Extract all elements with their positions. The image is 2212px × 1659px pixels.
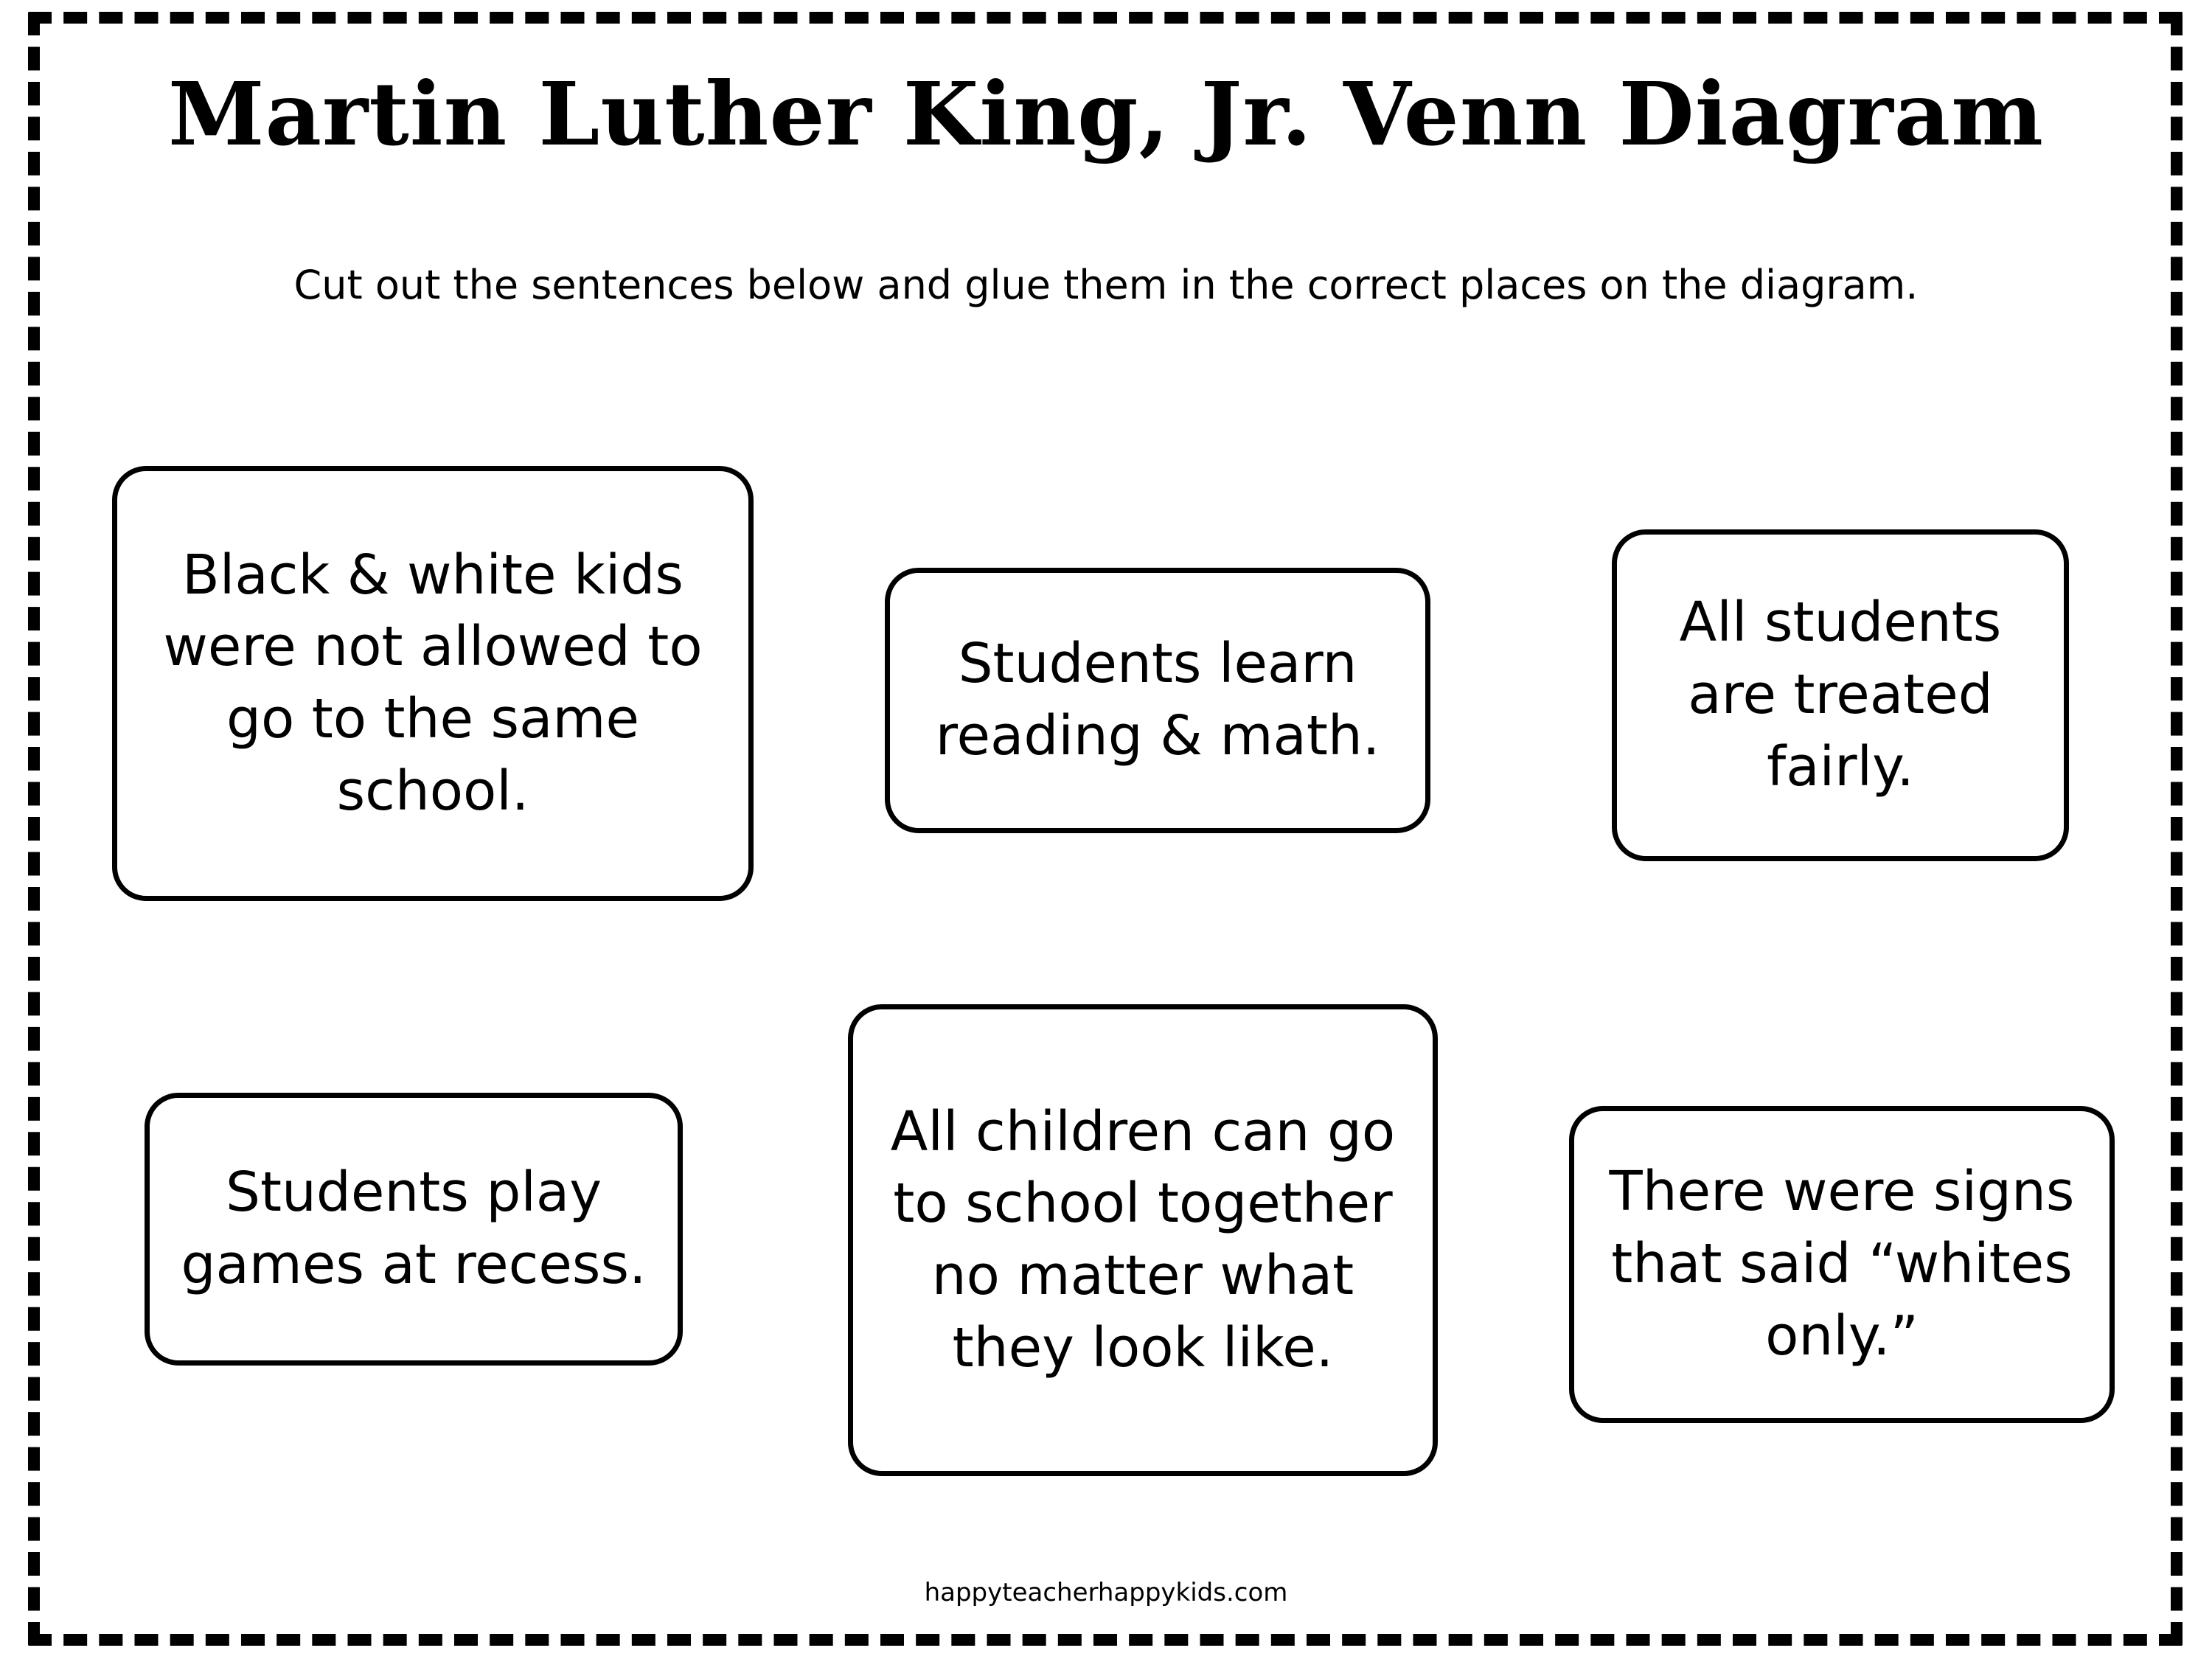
footer-credit: happyteacherhappykids.com (924, 1578, 1288, 1607)
sentence-card[interactable]: Students learn reading & math. (885, 568, 1430, 833)
sentence-card[interactable]: There were signs that said “whites only.” (1569, 1106, 2115, 1423)
sentence-card[interactable]: Black & white kids were not allowed to go to the same school. (112, 466, 754, 901)
page-title: Martin Luther King, Jr. Venn Diagram (167, 63, 2045, 165)
sentence-card[interactable]: Students play games at recess. (145, 1093, 683, 1366)
sentence-card[interactable]: All students are treated fairly. (1612, 529, 2069, 861)
sentence-card[interactable]: All children can go to school together no matter what they look like. (848, 1004, 1438, 1476)
instructions-text: Cut out the sentences below and glue them in the correct places on the diagram. (293, 262, 1919, 308)
